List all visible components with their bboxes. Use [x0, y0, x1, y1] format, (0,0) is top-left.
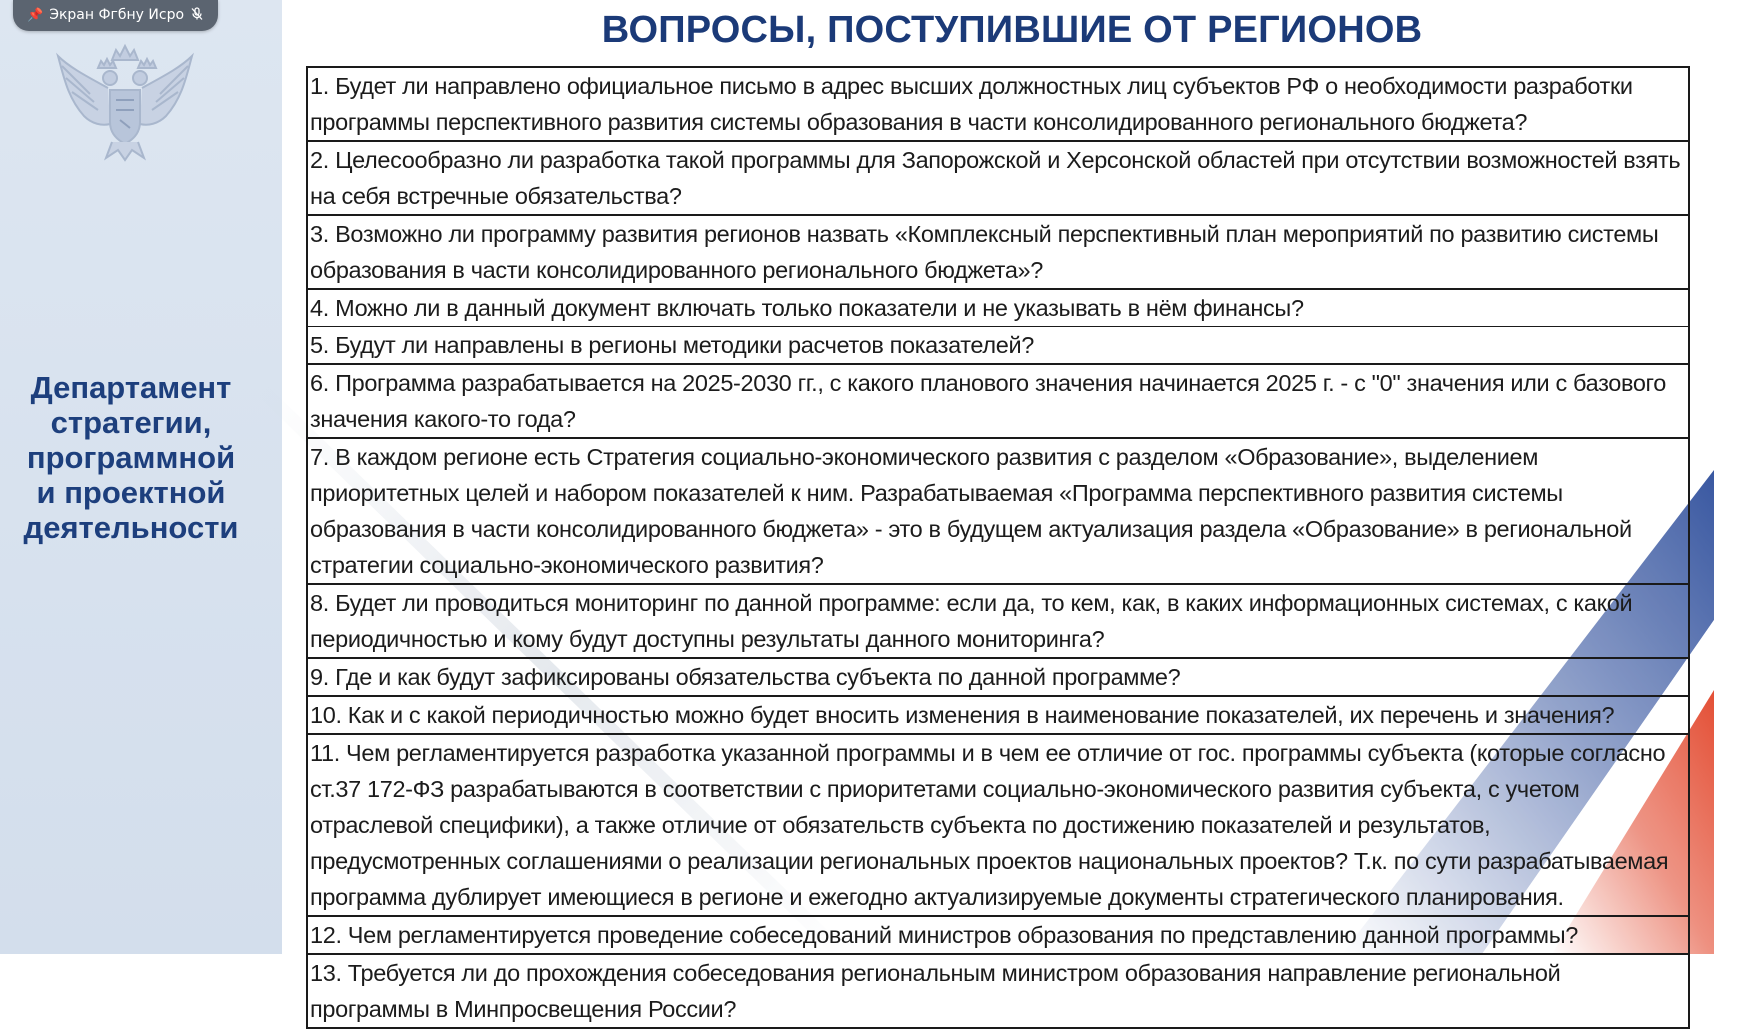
question-row: 5. Будут ли направлены в регионы методики расчетов показателей?: [308, 327, 1688, 365]
pin-icon[interactable]: 📌: [27, 8, 44, 23]
department-line: и проектной: [36, 475, 226, 510]
sidebar: [0, 0, 282, 954]
department-line: стратегии,: [50, 405, 212, 440]
question-row: 12. Чем регламентируется проведение собеседований министров образования по представлению данной программы?: [308, 917, 1688, 955]
question-row: 6. Программа разрабатывается на 2025-2030 гг., с какого планового значения начинается 2025 г. - с "0" значения или с базового значения какого-то года?: [308, 365, 1688, 439]
department-line: деятельности: [23, 510, 239, 545]
question-row: 13. Требуется ли до прохождения собеседования региональным министром образования направление региональной программы в Минпросвещения России?: [308, 955, 1688, 1029]
question-row: 9. Где и как будут зафиксированы обязательства субъекта по данной программе?: [308, 659, 1688, 697]
department-line: Департамент: [30, 370, 232, 405]
slide-content: [282, 0, 1714, 1022]
screen-share-badge[interactable]: [13, 0, 218, 31]
question-row: 3. Возможно ли программу развития регионов назвать «Комплексный перспективный план мероприятий по развитию системы образования в части консолидированного регионального бюджета»?: [308, 216, 1688, 290]
question-row: 7. В каждом регионе есть Стратегия социально-экономического развития с разделом «Образование», выделением приоритетных целей и набором показателей к ним. Разрабатываемая «Программа перспективного развития системы образования в части консолидированного бюджета» - это в будущем актуализация раздела «Образование» в региональной стратегии социально-экономического развития?: [308, 439, 1688, 585]
department-line: программной: [26, 440, 236, 475]
mic-off-icon[interactable]: [190, 7, 204, 24]
question-row: 1. Будет ли направлено официальное письмо в адрес высших должностных лиц субъектов РФ о необходимости разработки программы перспективного развития системы образования в части консолидированного регионального бюджета?: [308, 68, 1688, 142]
questions-table: [306, 66, 1690, 1029]
page-title: ВОПРОСЫ, ПОСТУПИВШИЕ ОТ РЕГИОНОВ: [601, 9, 1423, 51]
department-name: [0, 370, 262, 545]
question-row: 2. Целесообразно ли разработка такой программы для Запорожской и Херсонской областей при отсутствии возможностей взять на себя встречные обязательства?: [308, 142, 1688, 216]
question-row: 10. Как и с какой периодичностью можно будет вносить изменения в наименование показателей, их перечень и значения?: [308, 697, 1688, 735]
question-row: 4. Можно ли в данный документ включать только показатели и не указывать в нём финансы?: [308, 290, 1688, 327]
screen-share-label: Экран Фгбну Исро: [49, 7, 185, 23]
question-row: 11. Чем регламентируется разработка указанной программы и в чем ее отличие от гос. программы субъекта (которые согласно ст.37 172-ФЗ разрабатываются в соответствии с приоритетами социально-экономического развития субъекта, с учетом отраслевой специфики), а также отличие от обязательств субъекта по достижению показателей и результатов, предусмотренных соглашениями о реализации региональных проектов национальных проектов? Т.к. по сути разрабатываемая программа дублирует имеющиеся в регионе и ежегодно актуализируемые документы стратегического планирования.: [308, 735, 1688, 917]
coat-of-arms-emblem: [50, 38, 200, 162]
question-row: 8. Будет ли проводиться мониторинг по данной программе: если да, то кем, как, в каких информационных системах, с какой периодичностью и кому будут доступны результаты данного мониторинга?: [308, 585, 1688, 659]
